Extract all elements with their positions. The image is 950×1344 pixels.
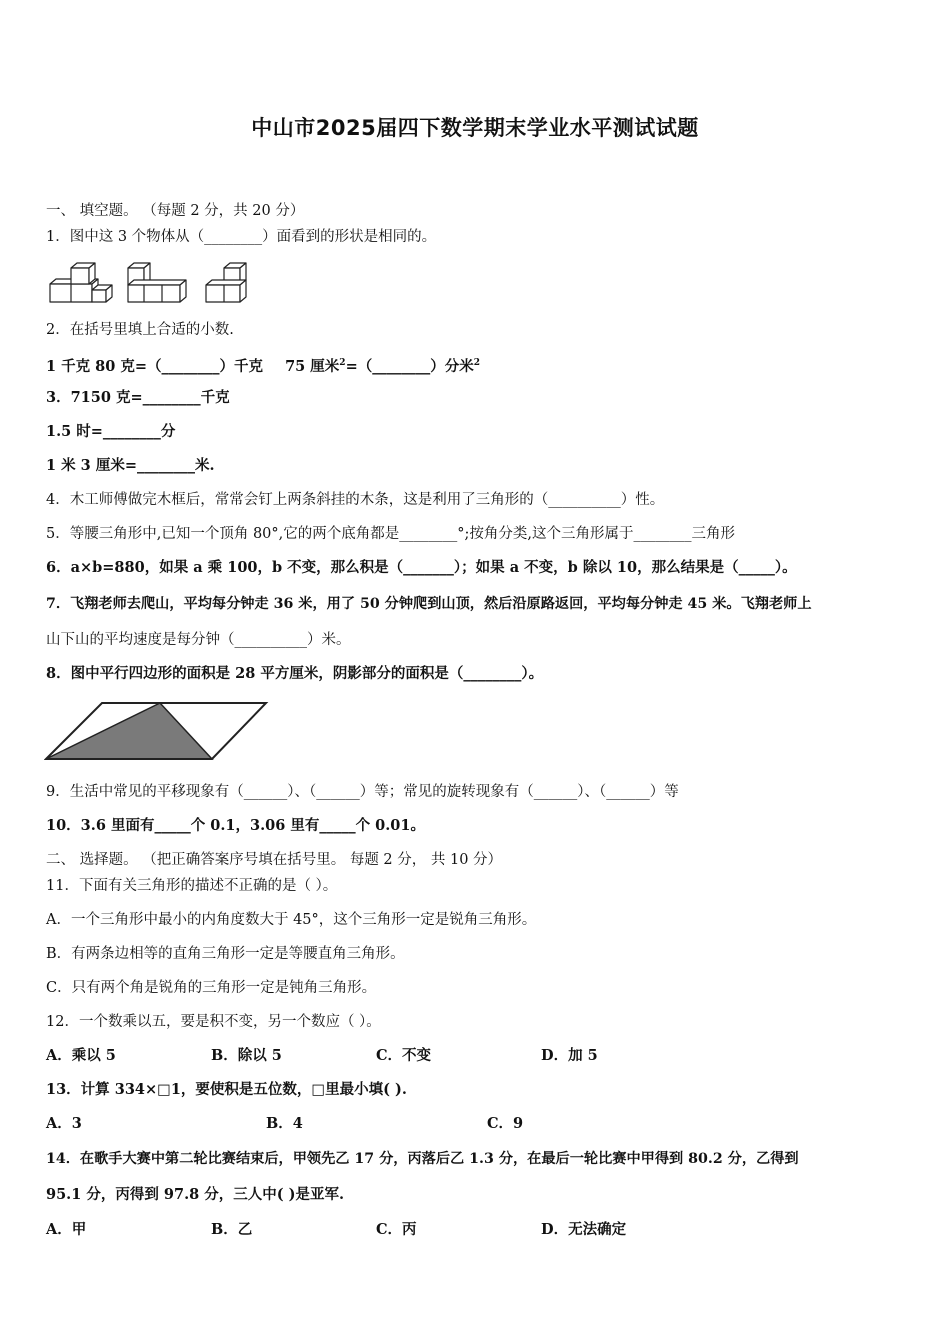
question-2-part-a: 1 千克 80 克=（________）千克 — [46, 357, 264, 375]
question-14-option-a: A．甲 — [46, 1221, 87, 1238]
question-12-option-c: C．不变 — [376, 1047, 432, 1064]
question-13-option-a: A．3 — [46, 1115, 82, 1132]
question-5: 5．等腰三角形中,已知一个顶角 80°,它的两个底角都是________°;按角分类,这个三角形属于________三角形 — [46, 526, 735, 542]
question-9: 9．生活中常见的平移现象有（______）、（______）等；常见的旋转现象有（______）、（______）等 — [46, 784, 679, 800]
question-14-options — [46, 1220, 626, 1240]
cube-figure-3 — [206, 263, 246, 302]
question-2-prompt: 2．在括号里填上合适的小数. — [46, 322, 234, 338]
cube-figures — [46, 262, 256, 306]
question-8: 8．图中平行四边形的面积是 28 平方厘米，阴影部分的面积是（________）。 — [46, 665, 544, 682]
squared-superscript: 2 — [339, 358, 346, 368]
question-13-options — [46, 1114, 523, 1134]
question-14-line-2: 95.1 分，丙得到 97.8 分，三人中( )是亚军. — [46, 1186, 345, 1203]
question-14-option-d: D．无法确定 — [541, 1221, 627, 1238]
question-14-option-b: B．乙 — [211, 1221, 253, 1238]
question-12-option-d: D．加 5 — [541, 1047, 598, 1064]
question-14-line-1: 14．在歌手大赛中第二轮比赛结束后，甲领先乙 17 分，丙落后乙 1.3 分，在最后一轮比赛中甲得到 80.2 分，乙得到 — [46, 1151, 799, 1167]
question-11-option-b: B．有两条边相等的直角三角形一定是等腰直角三角形。 — [46, 946, 405, 962]
question-13-option-b: B．4 — [266, 1115, 303, 1132]
squared-superscript-2: 2 — [473, 358, 480, 368]
question-2-part-b-prefix: 75 厘米 — [285, 357, 340, 375]
question-11-option-c: C．只有两个角是锐角的三角形一定是钝角三角形。 — [46, 980, 377, 996]
question-12-option-b: B．除以 5 — [211, 1047, 282, 1064]
question-11-option-a: A．一个三角形中最小的内角度数大于 45°，这个三角形一定是锐角三角形。 — [46, 912, 537, 928]
question-3-c: 1 米 3 厘米=________米. — [46, 457, 215, 474]
question-7-line-1: 7．飞翔老师去爬山，平均每分钟走 36 米，用了 50 分钟爬到山顶，然后沿原路返回，平均每分钟走 45 米。飞翔老师上 — [46, 596, 812, 612]
question-1: 1．图中这 3 个物体从（________）面看到的形状是相同的。 — [46, 229, 437, 245]
parallelogram-figure — [44, 700, 270, 762]
question-12-prompt: 12．一个数乘以五，要是积不变，另一个数应（ ）。 — [46, 1014, 381, 1030]
question-3-b: 1.5 时=________分 — [46, 423, 176, 440]
question-12-option-a: A．乘以 5 — [46, 1047, 116, 1064]
question-11-prompt: 11．下面有关三角形的描述不正确的是（ ）。 — [46, 878, 338, 894]
question-4: 4．木工师傅做完木框后，常常会钉上两条斜挂的木条，这是利用了三角形的（__________）性。 — [46, 492, 665, 508]
question-2-part-b-blank: =（________）分米 — [345, 357, 474, 375]
page-title: 中山市2025届四下数学期末学业水平测试试题 — [251, 116, 699, 140]
shaded-triangle — [46, 703, 212, 759]
question-12-options — [46, 1046, 598, 1066]
cube-figure-2 — [128, 263, 186, 302]
cube-figure-1 — [50, 263, 112, 302]
section2-header: 二、 选择题。 （把正确答案序号填在括号里。 每题 2 分， 共 10 分） — [46, 852, 503, 868]
question-3-a: 3．7150 克=________千克 — [46, 389, 230, 406]
question-14-option-c: C．丙 — [376, 1221, 417, 1238]
question-2-parts — [46, 353, 480, 377]
question-7-line-2: 山下山的平均速度是每分钟（__________）米。 — [46, 632, 351, 648]
section1-header: 一、 填空题。 （每题 2 分，共 20 分） — [46, 203, 305, 219]
question-6: 6．a×b=880，如果 a 乘 100，b 不变，那么积是（_______）；如果 a 不变，b 除以 10，那么结果是（_____）。 — [46, 559, 797, 576]
question-13-option-c: C．9 — [487, 1115, 524, 1132]
question-13-prompt: 13．计算 334×□1，要使积是五位数，□里最小填( ). — [46, 1081, 407, 1098]
question-10: 10．3.6 里面有_____个 0.1，3.06 里有_____个 0.01。 — [46, 817, 425, 834]
